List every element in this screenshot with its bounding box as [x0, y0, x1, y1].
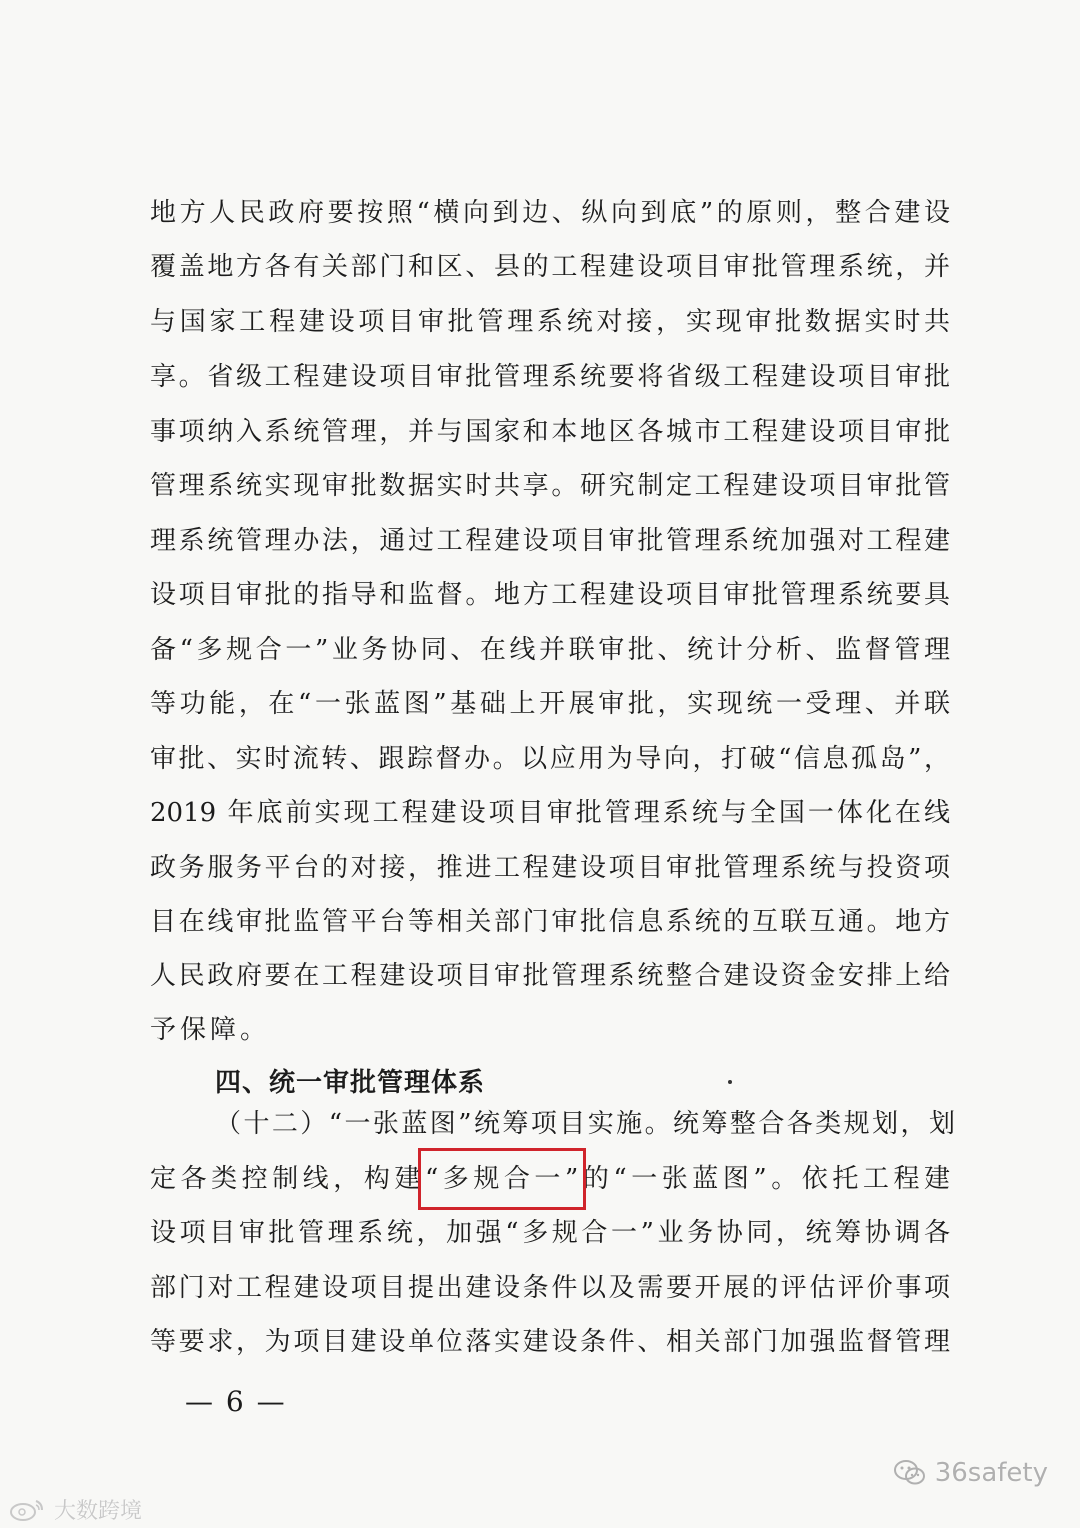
body-line: 等要求，为项目建设单位落实建设条件、相关部门加强监督管理	[150, 1327, 950, 1357]
body-line: 部门对工程建设项目提出建设条件以及需要开展的评估评价事项	[150, 1273, 950, 1303]
watermark-text: 36safety	[934, 1458, 1048, 1488]
body-line: 人民政府要在工程建设项目审批管理系统整合建设资金安排上给	[150, 961, 950, 991]
watermark-text: 大数跨境	[54, 1499, 143, 1524]
section-heading: 四、统一审批管理体系	[215, 1068, 486, 1098]
body-line: 定各类控制线，构建“多规合一”的“一张蓝图”。依托工程建	[150, 1164, 950, 1194]
body-line: 理系统管理办法，通过工程建设项目审批管理系统加强对工程建	[150, 526, 950, 556]
body-line: 备“多规合一”业务协同、在线并联审批、统计分析、监督管理	[150, 635, 950, 665]
body-line: 地方人民政府要按照“横向到边、纵向到底”的原则，整合建设	[150, 198, 950, 228]
body-line: 与国家工程建设项目审批管理系统对接，实现审批数据实时共	[150, 307, 950, 337]
watermark-36safety	[893, 1458, 1048, 1488]
highlight-box	[418, 1148, 586, 1210]
body-line: 享。省级工程建设项目审批管理系统要将省级工程建设项目审批	[150, 362, 950, 392]
body-line: 审批、实时流转、跟踪督办。以应用为导向，打破“信息孤岛”，	[150, 744, 950, 774]
body-line: 覆盖地方各有关部门和区、县的工程建设项目审批管理系统，并	[150, 252, 950, 282]
body-line: 设项目审批管理系统，加强“多规合一”业务协同，统筹协调各	[150, 1218, 950, 1248]
body-line: 设项目审批的指导和监督。地方工程建设项目审批管理系统要具	[150, 580, 950, 610]
body-line: 予保障。	[150, 1015, 271, 1045]
page-number: — 6 —	[185, 1385, 287, 1418]
body-line: 目在线审批监管平台等相关部门审批信息系统的互联互通。地方	[150, 907, 950, 937]
body-line: 等功能，在“一张蓝图”基础上开展审批，实现统一受理、并联	[150, 689, 950, 719]
body-line: 2019 年底前实现工程建设项目审批管理系统与全国一体化在线	[150, 798, 950, 828]
scan-speck	[728, 1080, 732, 1084]
body-line: 事项纳入系统管理，并与国家和本地区各城市工程建设项目审批	[150, 417, 950, 447]
body-line: （十二）“一张蓝图”统筹项目实施。统筹整合各类规划，划	[215, 1109, 955, 1139]
body-line: 管理系统实现审批数据实时共享。研究制定工程建设项目审批管	[150, 471, 950, 501]
wechat-icon	[893, 1458, 927, 1488]
body-line: 政务服务平台的对接，推进工程建设项目审批管理系统与投资项	[150, 853, 950, 883]
watermark-dashujk	[8, 1494, 142, 1525]
weibo-icon	[8, 1497, 48, 1523]
